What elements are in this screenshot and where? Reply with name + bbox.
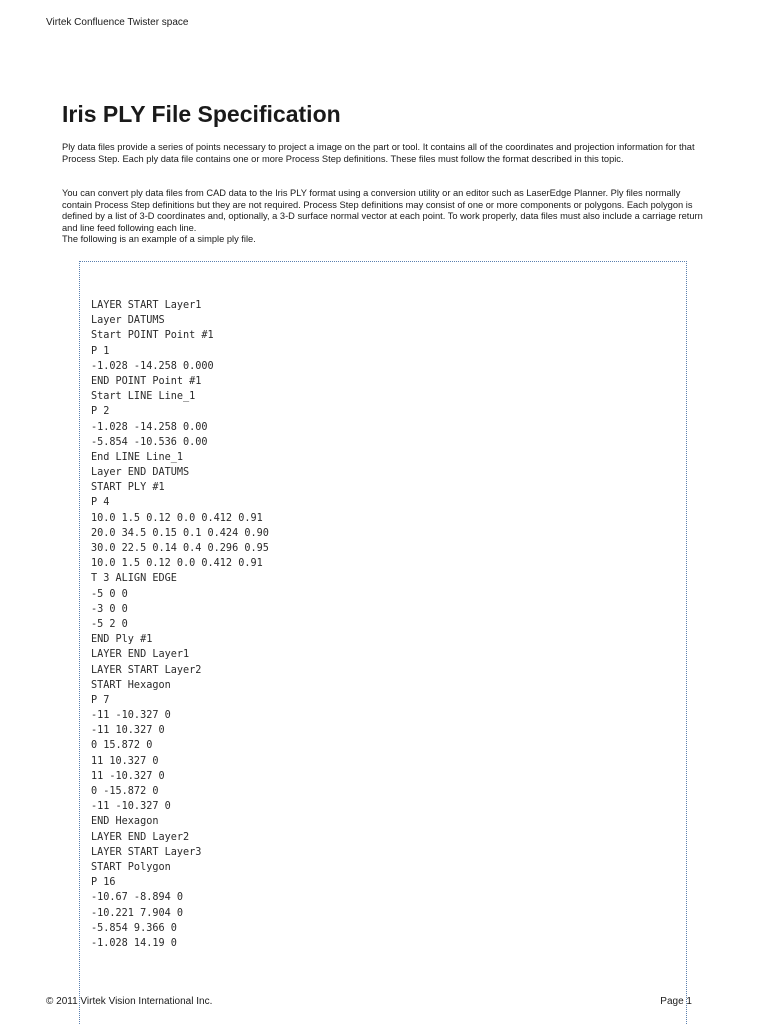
code-line: LAYER END Layer2 (91, 831, 190, 843)
conversion-paragraph-text: You can convert ply data files from CAD data to the Iris PLY format using a conversion utility or an editor such as LaserEdge Planner. Ply files normally contain Process Step definitions but they are not required. Process Step definitions may consist of one or more components or polygons. Each polygon is defined by a list of 3-D coordinates and, optionally, a 3-D surface normal vector at each point. To work properly, data files must also include a carriage return and line feed following each line. (62, 188, 703, 233)
conversion-paragraph (62, 188, 712, 246)
code-line: Start POINT Point #1 (91, 330, 214, 342)
code-line: -10.221 7.904 0 (91, 907, 184, 919)
code-line: END Hexagon (91, 816, 159, 828)
code-line: -1.028 -14.258 0.000 (91, 360, 214, 372)
code-line: 10.0 1.5 0.12 0.0 0.412 0.91 (91, 512, 263, 524)
code-line: P 4 (91, 497, 110, 509)
code-line: 0 -15.872 0 (91, 786, 159, 797)
code-line: P 2 (91, 406, 110, 418)
code-line: -11 -10.327 0 (91, 710, 171, 722)
example-intro-text: The following is an example of a simple ply file. (62, 234, 256, 244)
code-line: END POINT Point #1 (91, 375, 202, 387)
code-line: START Hexagon (91, 679, 171, 691)
code-line: 0 15.872 0 (91, 740, 153, 752)
code-line: -5 2 0 (91, 618, 128, 630)
code-line: -5.854 -10.536 0.00 (91, 436, 208, 448)
code-line: END Ply #1 (91, 634, 153, 646)
page-title: Iris PLY File Specification (62, 101, 341, 127)
code-example-panel (79, 261, 687, 1024)
code-line: -3 0 0 (91, 603, 128, 615)
footer-copyright: © 2011 Virtek Vision International Inc. (46, 996, 213, 1007)
code-line: -1.028 14.19 0 (91, 937, 177, 949)
code-line: T 3 ALIGN EDGE (91, 573, 177, 585)
code-line: -10.67 -8.894 0 (91, 892, 184, 904)
code-line: START Polygon (91, 861, 171, 873)
code-example-lines (91, 298, 269, 951)
code-line: 11 -10.327 0 (91, 770, 165, 782)
code-line: End LINE Line_1 (91, 451, 184, 463)
code-line: LAYER START Layer1 (91, 300, 202, 311)
code-line: Layer DATUMS (91, 315, 165, 327)
code-line: LAYER END Layer1 (91, 649, 190, 661)
code-line: START PLY #1 (91, 482, 165, 494)
code-line: LAYER START Layer3 (91, 846, 202, 858)
code-line: -11 -10.327 0 (91, 801, 171, 813)
code-line: 30.0 22.5 0.14 0.4 0.296 0.95 (91, 543, 269, 554)
code-line: 20.0 34.5 0.15 0.1 0.424 0.90 (91, 527, 269, 539)
code-line: LAYER START Layer2 (91, 664, 202, 676)
code-line: P 16 (91, 877, 116, 889)
footer-page-number: Page 1 (660, 996, 692, 1007)
code-line: -5.854 9.366 0 (91, 922, 177, 934)
code-line: Layer END DATUMS (91, 467, 190, 479)
code-line: 10.0 1.5 0.12 0.0 0.412 0.91 (91, 558, 263, 570)
code-line: -11 10.327 0 (91, 725, 165, 737)
code-line: 11 10.327 0 (91, 755, 159, 767)
intro-paragraph: Ply data files provide a series of points necessary to project a image on the part or tool. It contains all of the coordinates and projection information for that Process Step. Each ply data file contains one or more Process Step definitions. These files must follow the format described in this topic. (62, 142, 695, 164)
code-line: P 1 (91, 345, 110, 357)
code-line: -5 0 0 (91, 588, 128, 600)
code-line: Start LINE Line_1 (91, 391, 196, 403)
code-line: -1.028 -14.258 0.00 (91, 421, 208, 433)
code-line: P 7 (91, 694, 110, 706)
page-header-space-name: Virtek Confluence Twister space (46, 17, 189, 28)
